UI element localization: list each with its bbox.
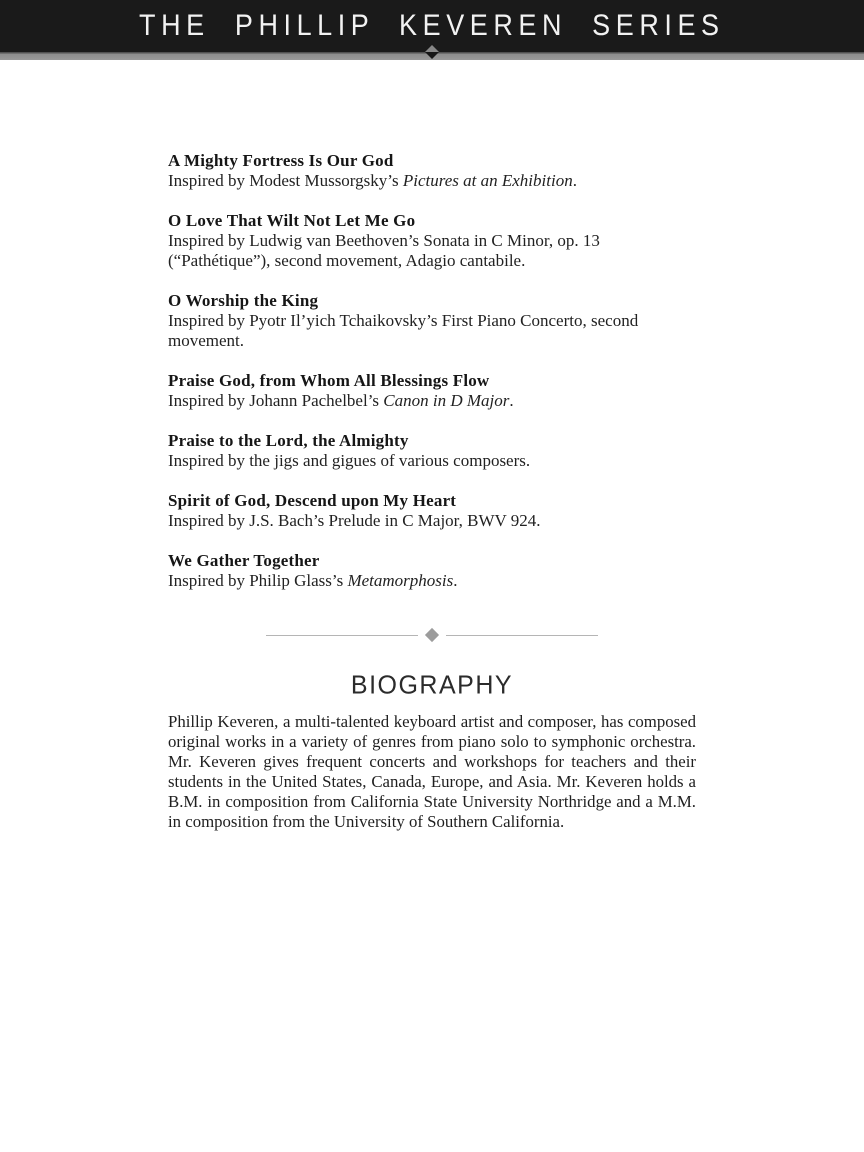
- desc-text: Inspired by Pyotr Il’yich Tchaikovsky’s First Piano Concerto, second movement.: [168, 311, 639, 350]
- song-description: [168, 571, 690, 591]
- biography-paragraph: Phillip Keveren, a multi-talented keyboard artist and composer, has composed original works in a variety of genres from piano solo to symphonic orchestra. Mr. Keveren gives frequent concerts and workshops for teachers and their students in the United States, Canada, Europe, and Asia. Mr. Keveren holds a B.M. in composition from California State University Northridge and a M.M. in composition from the University of Southern California.: [168, 712, 696, 831]
- series-title: THE PHILLIP KEVEREN SERIES: [139, 9, 725, 43]
- song-title: O Love That Wilt Not Let Me Go: [168, 211, 416, 230]
- biography-heading: BIOGRAPHY: [350, 670, 514, 700]
- song-description: [168, 511, 690, 531]
- song-title: We Gather Together: [168, 551, 320, 570]
- divider-line-left: [266, 635, 418, 636]
- song-description: [168, 451, 690, 471]
- song-entry: [168, 551, 690, 591]
- divider-line-right: [446, 635, 598, 636]
- desc-text: Inspired by Ludwig van Beethoven’s Sonata in C Minor, op. 13 (“Pathétique”), second movement, Adagio cantabile.: [168, 231, 600, 270]
- desc-text: Inspired by Philip Glass’s: [168, 571, 348, 590]
- song-entry: [168, 151, 690, 191]
- song-description: [168, 311, 690, 351]
- inspiration-work-italic: Metamorphosis: [347, 571, 454, 590]
- banner-diamond-icon: [425, 45, 439, 59]
- inspiration-work-italic: Canon in D Major: [383, 391, 510, 410]
- banner-diamond-bottom: [425, 52, 439, 59]
- song-entry: [168, 371, 690, 411]
- song-title: Praise to the Lord, the Almighty: [168, 431, 409, 450]
- divider-diamond-icon: [425, 628, 439, 642]
- song-description: [168, 171, 690, 191]
- desc-text: .: [453, 571, 458, 590]
- song-entry: [168, 431, 690, 471]
- desc-text: .: [509, 391, 514, 410]
- song-title: Spirit of God, Descend upon My Heart: [168, 491, 457, 510]
- desc-text: Inspired by Modest Mussorgsky’s: [168, 171, 403, 190]
- song-list: [168, 151, 690, 611]
- song-entry: [168, 211, 690, 271]
- song-title: A Mighty Fortress Is Our God: [168, 151, 394, 170]
- inspiration-work-italic: Pictures at an Exhibition: [402, 171, 573, 190]
- song-title: O Worship the King: [168, 291, 319, 310]
- desc-text: .: [572, 171, 577, 190]
- song-title: Praise God, from Whom All Blessings Flow: [168, 371, 490, 390]
- desc-text: Inspired by Johann Pachelbel’s: [168, 391, 384, 410]
- desc-text: Inspired by the jigs and gigues of various composers.: [168, 451, 531, 470]
- section-divider: [168, 630, 696, 640]
- song-entry: [168, 491, 690, 531]
- song-entry: [168, 291, 690, 351]
- banner-diamond-top: [425, 45, 439, 52]
- desc-text: Inspired by J.S. Bach’s Prelude in C Major, BWV 924.: [168, 511, 541, 530]
- song-description: [168, 391, 690, 411]
- song-description: [168, 231, 690, 271]
